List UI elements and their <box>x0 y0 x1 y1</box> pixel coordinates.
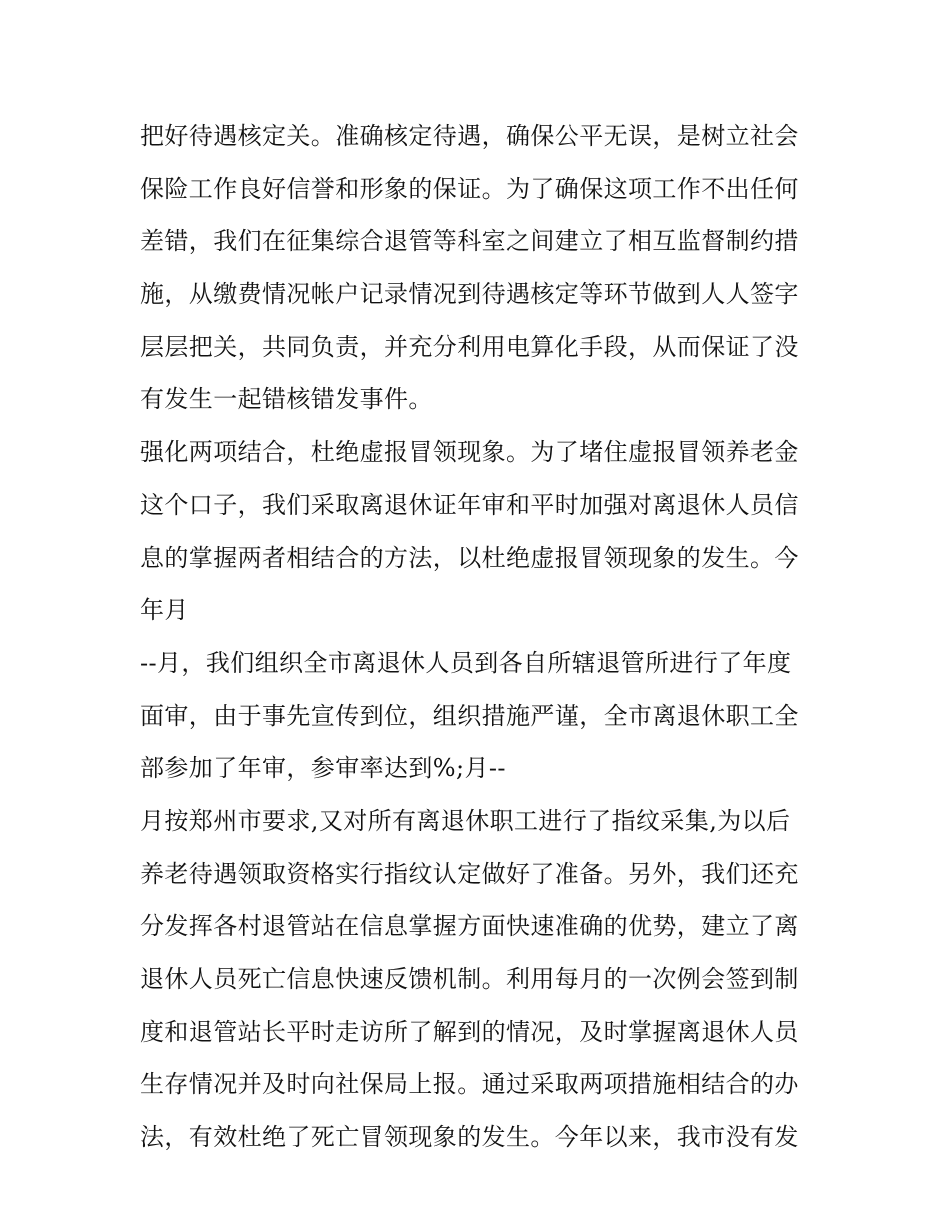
text-line: 养老待遇领取资格实行指纹认定做好了准备。另外，我们还充 <box>140 859 799 888</box>
text-line: 层层把关，共同负责，并充分利用电算化手段，从而保证了没 <box>140 332 799 361</box>
text-line: 退休人员死亡信息快速反馈机制。利用每月的一次例会签到制 <box>140 965 799 993</box>
text-line: 把好待遇核定关。准确核定待遇，确保公平无误，是树立社会 <box>140 122 799 150</box>
text-line: 强化两项结合，杜绝虚报冒领现象。为了堵住虚报冒领养老金 <box>140 438 799 467</box>
text-line: 施，从缴费情况帐户记录情况到待遇核定等环节做到人人签字 <box>140 280 799 309</box>
text-line: 度和退管站长平时走访所了解到的情况，及时掌握离退休人员 <box>140 1017 799 1046</box>
body-text <box>140 110 820 1164</box>
text-line: 年月 <box>140 596 189 625</box>
text-line: 月按郑州市要求,又对所有离退休职工进行了指纹采集,为以后 <box>140 806 791 835</box>
text-line: 保险工作良好信誉和形象的保证。为了确保这项工作不出任何 <box>140 174 799 203</box>
text-line: 法，有效杜绝了死亡冒领现象的发生。今年以来，我市没有发 <box>140 1123 799 1152</box>
text-line: --月，我们组织全市离退休人员到各自所辖退管所进行了年度 <box>140 648 792 677</box>
text-line: 有发生一起错核错发事件。 <box>140 385 433 414</box>
text-line: 息的掌握两者相结合的方法，以杜绝虚报冒领现象的发生。今 <box>140 543 799 572</box>
text-line: 这个口子，我们采取离退休证年审和平时加强对离退休人员信 <box>140 490 799 519</box>
text-line: 面审，由于事先宣传到位，组织措施严谨，全市离退休职工全 <box>140 701 799 730</box>
text-line: 差错，我们在征集综合退管等科室之间建立了相互监督制约措 <box>140 227 799 256</box>
text-line: 部参加了年审，参审率达到%;月-- <box>140 754 506 783</box>
text-line: 分发挥各村退管站在信息掌握方面快速准确的优势，建立了离 <box>140 912 799 941</box>
text-line: 生存情况并及时向社保局上报。通过采取两项措施相结合的办 <box>140 1070 799 1099</box>
